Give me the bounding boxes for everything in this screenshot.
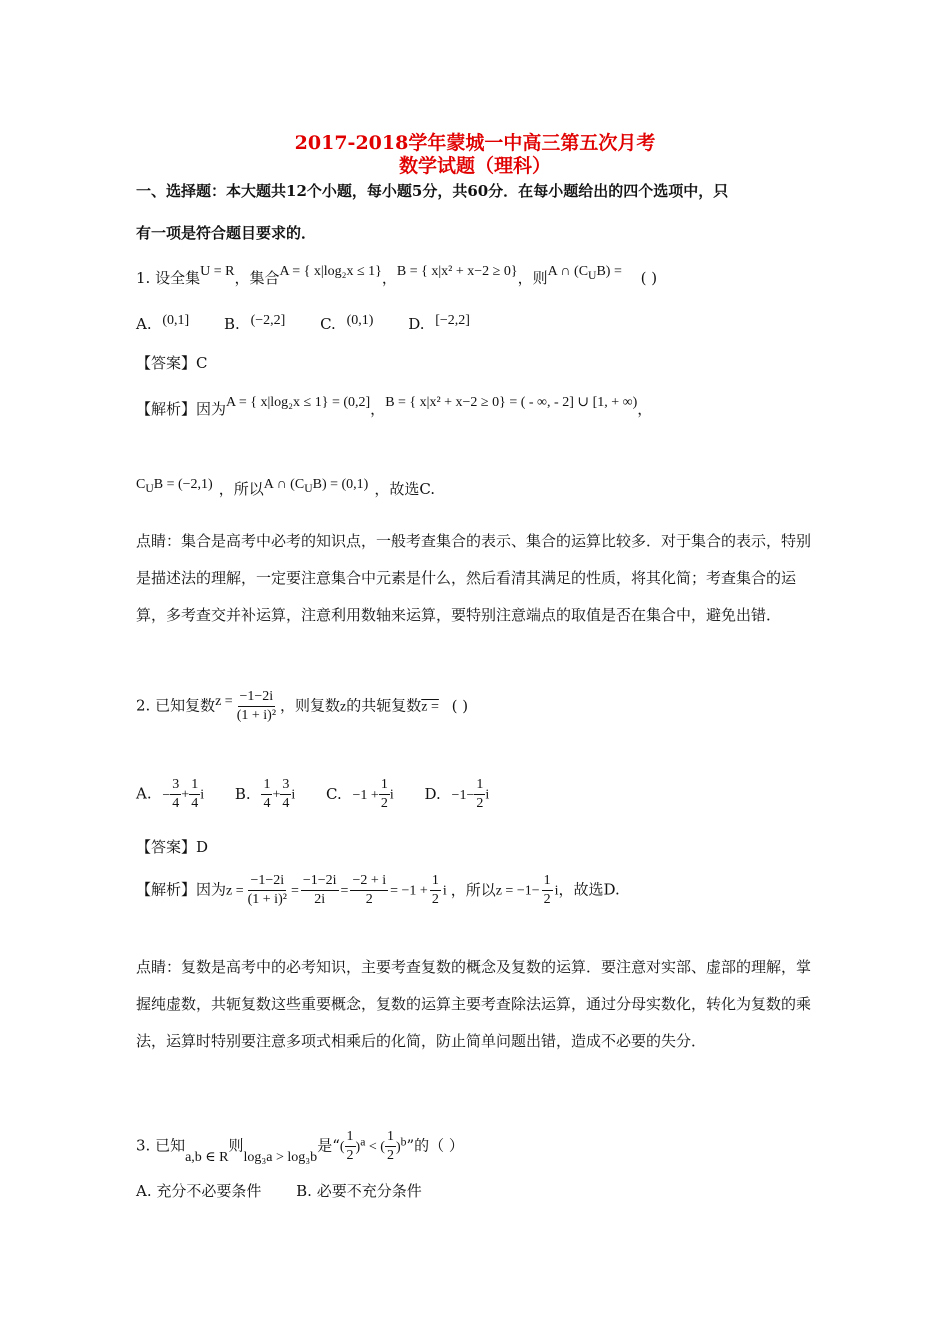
q2-eq2: = [340, 883, 349, 899]
q2-a-d2: 4 [191, 796, 199, 811]
q3-half-den-a: 2 [346, 1148, 354, 1163]
q1-result: A ∩ (C [263, 477, 305, 492]
q1-note: 点睛：集合是高考中必考的知识点，一般考查集合的表示、集合的运算比较多．对于集合的表示，特别是描述法的理解，一定要注意集合中元素是什么，然后看清其满足的性质，将其化简；考查集合的运算，多考查交并补运算，注意利用数轴来运算，要特别注意端点的取值是否在集合中，避免出错． [136, 532, 812, 624]
q2-f3-num: −2 + i [350, 872, 388, 891]
q1-option-c-value: (0,1) [346, 313, 374, 328]
q2-f3-den: 2 [365, 892, 373, 907]
q1-analysis-set-b: B = { x|x² + x−2 ≥ 0} = ( - ∞, - 2] ∪ [1, + ∞) [385, 395, 638, 410]
q2-text: ，则复数 [280, 696, 341, 715]
q2-b-op: + [272, 787, 281, 803]
q2-prefix: 2. 已知复数 [136, 696, 216, 715]
q2-note: 点睛：复数是高考中的必考知识，主要考查复数的概念及复数的运算．要注意对实部、虚部的理解，掌握纯虚数，共轭复数这些重要概念，复数的运算主要考查除法运算，通过分母实数化，转化为复数的乘法，运算时特别要注意多项式相乘后的化简，防止简单问题出错，造成不必要的失分． [136, 958, 812, 1050]
q1-complement-end: B = (−2,1) [153, 477, 213, 492]
q2-zbar-result: z = −1− [495, 883, 540, 899]
q1-option-a-label: A. [136, 315, 152, 333]
q2-option-c-label: C. [326, 784, 342, 803]
q2-b-d1: 4 [263, 796, 271, 811]
q1-option-b-label: B. [224, 315, 240, 333]
q1-stem [136, 264, 658, 290]
q3-option-b: B. 必要不充分条件 [296, 1182, 422, 1200]
q2-zbar: z = [421, 699, 439, 715]
q1-option-d-value: [−2,2] [435, 313, 470, 328]
q2-denominator: (1 + i)² [236, 708, 277, 723]
q1-set-a: A = { x|log₂x ≤ 1} [279, 264, 382, 279]
q2-answer-blank: ( ) [451, 696, 469, 715]
q2-option-a-label: A. [136, 784, 152, 803]
q2-a-n1: 3 [170, 776, 181, 795]
q2-f1-den: (1 + i)² [247, 892, 287, 907]
q3-half-num-a: 1 [345, 1128, 356, 1147]
q2-stem [136, 688, 468, 725]
q1-option-d-label: D. [408, 315, 425, 333]
q1-complement-sub: U [145, 481, 154, 495]
q2-analysis [136, 872, 620, 909]
q1-so: ，所以 [218, 480, 264, 498]
q2-f4-num: 1 [430, 872, 441, 891]
q3-log: log₃a > log₃b [243, 1149, 318, 1165]
q1-complement: C [136, 477, 146, 492]
q2-i2: i [554, 883, 559, 899]
q2-so: ，所以 [450, 880, 496, 899]
section-heading-line2: 有一项是符合题目要求的． [136, 224, 317, 242]
q2-a-op: + [181, 787, 190, 803]
q1-answer: 【答案】C [136, 354, 208, 372]
q2-c-pre: −1 + [352, 787, 379, 803]
q2-analysis-label: 【解析】因为 [136, 880, 227, 899]
q1-universal-set: U = R [200, 264, 235, 279]
q2-b-n1: 1 [261, 776, 272, 795]
q2-f1-num: −1−2i [248, 872, 286, 891]
q3-half-den-b: 2 [386, 1148, 394, 1163]
q3-less: < [368, 1139, 381, 1155]
q1-expr-end: B) = [596, 264, 622, 279]
q2-options [136, 776, 489, 813]
q3-option-a: A. 充分不必要条件 [136, 1182, 262, 1200]
q2-b-d2: 4 [282, 796, 290, 811]
q1-choose: ，故选C. [374, 480, 436, 498]
q2-d-pre: −1− [451, 787, 475, 803]
q3-prefix: 3. 已知 [136, 1136, 186, 1155]
q2-f5-num: 1 [542, 872, 553, 891]
q2-f2-den: 2i [314, 892, 326, 907]
q1-result-sub: U [304, 481, 313, 495]
q1-analysis [136, 395, 653, 419]
q2-f2-num: −1−2i [301, 872, 339, 891]
q2-d-d: 2 [476, 796, 484, 811]
q2-analysis-z: z = [226, 883, 244, 899]
q3-stem: 3. 已知a,b ∈ R则log₃a > log₃b是“( $\frac{1}{2}$ )$^a$ < ( $\frac{1}{2}$ )$^b$”的（ ） [136, 1129, 464, 1165]
q2-a-i: i [200, 787, 205, 803]
q2-tail: = −1 + [390, 883, 428, 899]
paper-subtitle: 数学试题（理科） [398, 155, 551, 177]
section-heading-line1: 一、选择题：本大题共12个小题，每小题5分，共60分．在每小题给出的四个选项中，只 [136, 182, 729, 200]
q2-b-i: i [291, 787, 296, 803]
q1-option-b-value: (−2,2] [250, 313, 286, 328]
q3-close: ”的（ ） [406, 1136, 464, 1155]
q2-f5-den: 2 [543, 892, 551, 907]
q2-c-n: 1 [379, 776, 390, 795]
q3-ze: 则 [228, 1136, 244, 1155]
q2-d-n: 1 [474, 776, 485, 795]
q1-text: ，集合 [234, 269, 280, 287]
q3-options [136, 1180, 422, 1201]
q1-option-c-label: C. [320, 315, 336, 333]
q2-z: z [340, 699, 347, 715]
q1-text2: ，则 [517, 269, 548, 287]
q2-f4-den: 2 [431, 892, 439, 907]
q1-answer-blank: ( ) [640, 269, 658, 287]
q1-analysis-end: ， [637, 400, 653, 418]
q1-prefix: 1. 设全集 [136, 269, 201, 287]
q1-options [136, 315, 470, 334]
q2-numerator: −1−2i [238, 688, 276, 707]
q3-condition: a,b ∈ R [185, 1149, 229, 1165]
paper-title: 2017-2018学年蒙城一中高三第五次月考 [294, 132, 656, 154]
q2-c-i: i [389, 787, 394, 803]
q2-a-d1: 4 [172, 796, 180, 811]
q1-analysis-cont [136, 478, 435, 501]
q1-analysis-comma: ， [370, 400, 386, 418]
q1-expr-sub: U [588, 268, 597, 282]
q1-result-end: B) = (0,1) [312, 477, 369, 492]
q1-analysis-set-a: A = { x|log₂x ≤ 1} = (0,2] [226, 395, 371, 410]
q1-analysis-label: 【解析】因为 [136, 400, 227, 418]
q2-text2: 的共轭复数 [346, 696, 422, 715]
q2-option-d-label: D. [424, 784, 441, 803]
q2-a-n2: 1 [189, 776, 200, 795]
q2-i: i [442, 883, 447, 899]
q1-option-a-value: (0,1] [162, 313, 190, 328]
q2-answer: 【答案】D [136, 838, 209, 856]
q2-option-b-label: B. [234, 784, 251, 803]
q2-c-d: 2 [380, 796, 388, 811]
q1-expr: A ∩ (C [547, 264, 589, 279]
q2-choose: ，故选D. [558, 880, 620, 899]
q3-is: 是“ [317, 1136, 340, 1155]
q3-half-num-b: 1 [385, 1128, 396, 1147]
q2-z-eq: z = [215, 693, 233, 709]
q2-option-a-sign: − [162, 787, 171, 803]
q1-set-b: B = { x|x² + x−2 ≥ 0} [396, 264, 518, 279]
q2-b-n2: 3 [280, 776, 291, 795]
q2-d-i: i [485, 787, 490, 803]
q2-eq1: = [290, 883, 299, 899]
q1-comma: ， [381, 269, 397, 287]
